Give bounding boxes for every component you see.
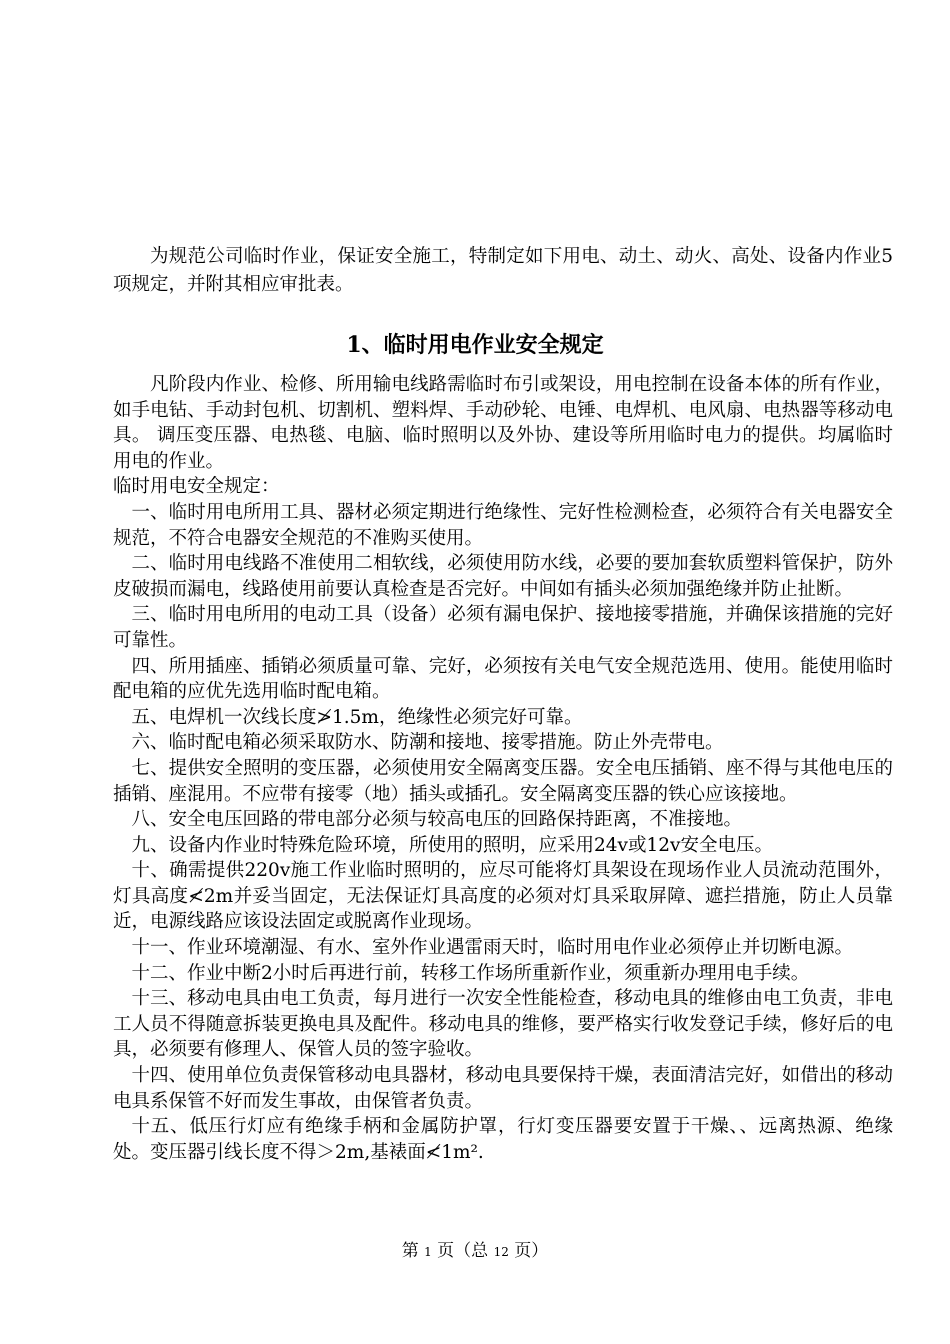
rule-item-13: 十三、移动电具由电工负责，每月进行一次安全性能检查，移动电具的维修由电工负责，非电工人员不得随意拆装更换电具及配件。移动电具的维修，要严格实行收发登记手续，修好后的电具，必须要有修理人、保管人员的签字验收。 <box>113 988 893 1061</box>
page-number: 1 <box>424 1245 432 1259</box>
rule-item-8: 八、安全电压回路的带电部分必须与较高电压的回路保持距离，不准接地。 <box>131 809 743 831</box>
page-footer <box>0 1240 950 1263</box>
footer-suffix: 页） <box>514 1241 549 1261</box>
total-pages: 12 <box>493 1245 509 1259</box>
rule-item-2: 二、临时用电线路不准使用二相软线，必须使用防水线，必要的要加套软质塑料管保护，防外皮破损而漏电，线路使用前要认真检查是否完好。中间如有插头必须加强绝缘并防止扯断。 <box>113 553 893 600</box>
section-body <box>113 372 893 1165</box>
rule-item-14: 十四、使用单位负责保管移动电具器材，移动电具要保持干燥，表面清洁完好，如借出的移动电具系保管不好而发生事故，由保管者负责。 <box>113 1065 893 1112</box>
rule-item-12: 十二、作业中断2小时后再进行前，转移工作场所重新作业，须重新办理用电手续。 <box>131 962 810 984</box>
subheading: 临时用电安全规定： <box>113 476 280 498</box>
rule-item-5: 五、电焊机一次线长度≯1.5m，绝缘性必须完好可靠。 <box>131 706 583 728</box>
rule-item-9: 九、设备内作业时特殊危险环境，所使用的照明，应采用24v或12v安全电压。 <box>131 834 773 856</box>
lead-paragraph: 凡阶段内作业、检修、所用输电线路需临时布引或架设，用电控制在设备本体的所有作业，如手电钻、手动封包机、切割机、塑料焊、手动砂轮、电锤、电焊机、电风扇、电热器等移动电具。 调压变压器、电热毯、电脑、临时照明以及外协、建设等所用临时电力的提供。均属临时用电的作业。 <box>113 374 893 472</box>
rule-item-6: 六、临时配电箱必须采取防水、防潮和接地、接零措施。防止外壳带电。 <box>131 732 724 754</box>
rule-item-4: 四、所用插座、插销必须质量可靠、完好，必须按有关电气安全规范选用、使用。能使用临时配电箱的应优先选用临时配电箱。 <box>113 655 893 703</box>
footer-middle: 页（总 <box>437 1241 489 1261</box>
rule-item-10: 十、确需提供220v施工作业临时照明的，应尽可能将灯具架设在现场作业人员流动范围外，灯具高度≮2m并妥当固定，无法保证灯具高度的必须对灯具采取屏障、遮拦措施，防止人员靠近，电源线路应该设法固定或脱离作业现场。 <box>113 860 893 933</box>
intro-paragraph: 为规范公司临时作业，保证安全施工，特制定如下用电、动土、动火、高处、设备内作业5项规定，并附其相应审批表。 <box>113 246 893 295</box>
rule-item-3: 三、临时用电所用的电动工具（设备）必须有漏电保护、接地接零措施，并确保该措施的完好可靠性。 <box>113 604 893 651</box>
rule-item-7: 七、提供安全照明的变压器，必须使用安全隔离变压器。安全电压插销、座不得与其他电压的插销、座混用。不应带有接零（地）插头或插孔。安全隔离变压器的铁心应该接地。 <box>113 757 893 805</box>
rule-item-15: 十五、低压行灯应有绝缘手柄和金属防护罩，行灯变压器要安置于干燥、、远离热源、绝缘处。变压器引线长度不得＞2m,基裱面≮1m². <box>113 1116 893 1163</box>
section-title: 1、临时用电作业安全规定 <box>346 332 604 358</box>
footer-prefix: 第 <box>401 1241 419 1261</box>
rule-item-11: 十一、作业环境潮湿、有水、室外作业遇雷雨天时，临时用电作业必须停止并切断电源。 <box>131 937 854 959</box>
rule-item-1: 一、临时用电所用工具、器材必须定期进行绝缘性、完好性检测检查，必须符合有关电器安全规范，不符合电器安全规范的不准购买使用。 <box>113 501 893 549</box>
